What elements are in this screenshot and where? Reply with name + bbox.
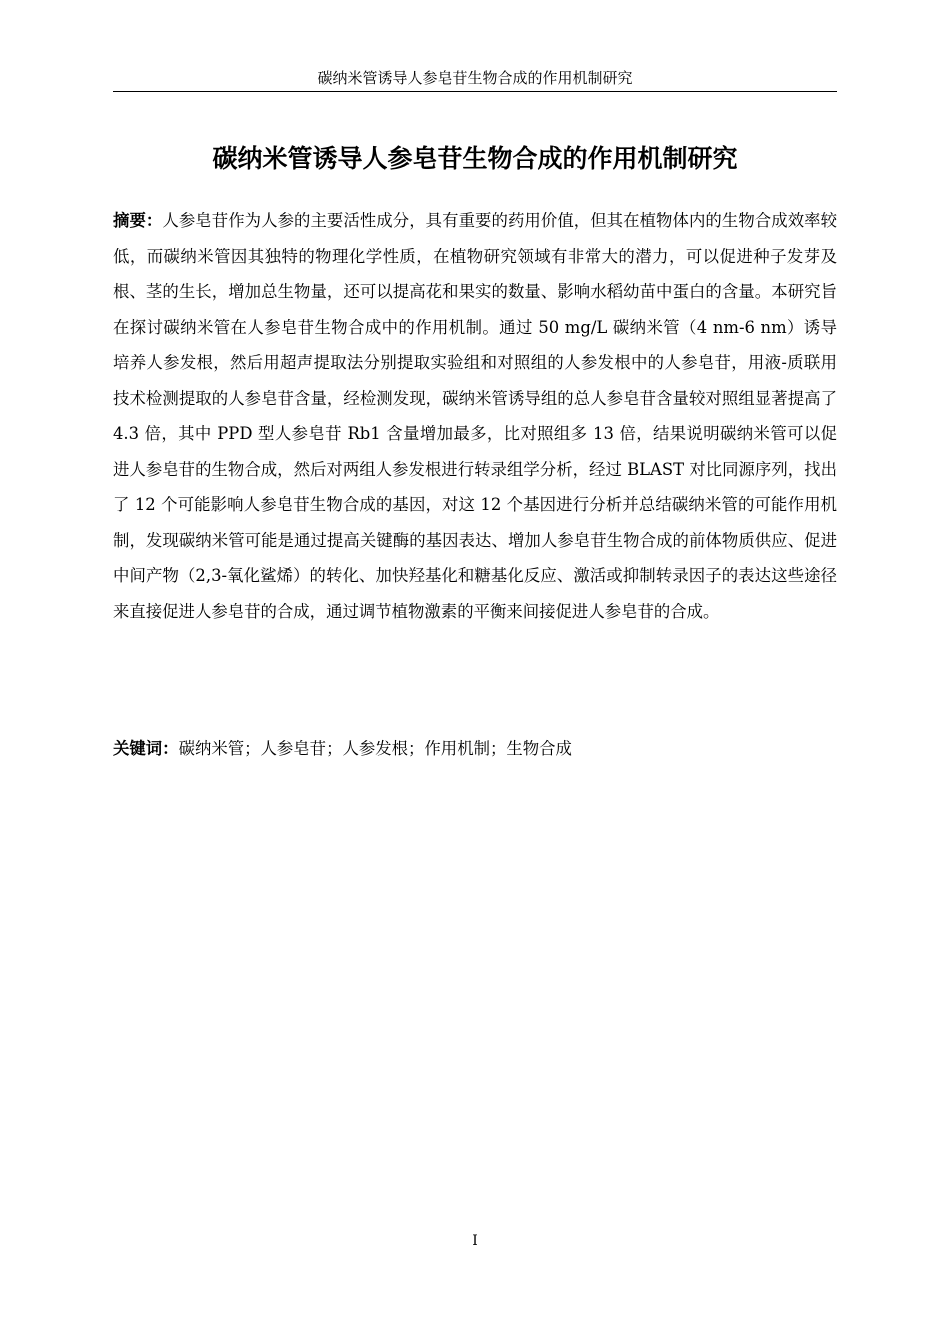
keywords-label: 关键词： [113, 739, 179, 758]
running-header: 碳纳米管诱导人参皂苷生物合成的作用机制研究 [317, 69, 633, 87]
abstract-text: 人参皂苷作为人参的主要活性成分，具有重要的药用价值，但其在植物体内的生物合成效率较低，而碳纳米管因其独特的物理化学性质，在植物研究领域有非常大的潜力，可以促进种子发芽及根、茎的生长，增加总生物量，还可以提高花和果实的数量、影响水稻幼苗中蛋白的含量。本研究旨在探讨碳纳米管在人参皂苷生物合成中的作用机制。通过 50 mg/L 碳纳米管（4 nm-6 nm）诱导培养人参发根，然后用超声提取法分别提取实验组和对照组的人参发根中的人参皂苷，用液-质联用技术检测提取的人参皂苷含量，经检测发现，碳纳米管诱导组的总人参皂苷含量较对照组显著提高了 4.3 倍，其中 PPD 型人参皂苷 Rb1 含量增加最多，比对照组多 13 倍，结果说明碳纳米管可以促进人参皂苷的生物合成，然后对两组人参发根进行转录组学分析，经过 BLAST 对比同源序列，找出了 12 个可能影响人参皂苷生物合成的基因，对这 12 个基因进行分析并总结碳纳米管的可能作用机制，发现碳纳米管可能是通过提高关键酶的基因表达、增加人参皂苷生物合成的前体物质供应、促进中间产物（2,3-氧化鲨烯）的转化、加快羟基化和糖基化反应、激活或抑制转录因子的表达这些途径来直接促进人参皂苷的合成，通过调节植物激素的平衡来间接促进人参皂苷的合成。 [113, 211, 838, 621]
document-title: 碳纳米管诱导人参皂苷生物合成的作用机制研究 [212, 144, 738, 173]
keywords-text: 碳纳米管；人参皂苷；人参发根；作用机制；生物合成 [178, 739, 572, 758]
abstract-label: 摘要： [113, 211, 163, 230]
abstract-paragraph [113, 203, 837, 629]
header-rule [113, 91, 837, 92]
page-number: I [472, 1233, 478, 1249]
keywords-line [113, 733, 837, 765]
